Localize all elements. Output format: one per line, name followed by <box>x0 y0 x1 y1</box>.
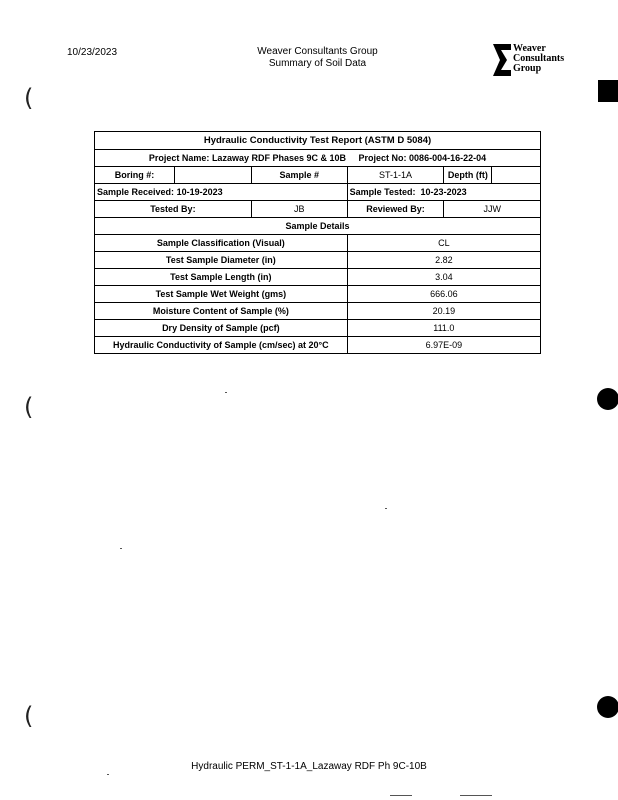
boring-value <box>174 167 251 184</box>
boring-label: Boring #: <box>95 167 175 184</box>
sample-details-heading: Sample Details <box>95 218 541 235</box>
detail-value: 20.19 <box>347 303 540 320</box>
report-date: 10/23/2023 <box>67 47 118 58</box>
binder-bracket-middle: ( <box>24 393 34 421</box>
boring-sample-row <box>95 167 541 184</box>
sample-label: Sample # <box>251 167 347 184</box>
report-title-row <box>95 132 541 150</box>
document-subtitle: Summary of Soil Data <box>268 58 367 69</box>
detail-row <box>95 320 541 337</box>
sample-value: ST-1-1A <box>347 167 444 184</box>
scan-speck <box>390 795 412 796</box>
detail-row <box>95 235 541 252</box>
detail-value: 6.97E-09 <box>347 337 540 354</box>
detail-label: Dry Density of Sample (pcf) <box>95 320 348 337</box>
personnel-row <box>95 201 541 218</box>
reviewed-by-value: JJW <box>444 201 541 218</box>
company-logo <box>493 44 588 94</box>
detail-label: Sample Classification (Visual) <box>95 235 348 252</box>
scan-speck <box>225 392 227 393</box>
detail-value: 3.04 <box>347 269 540 286</box>
binder-bracket-top: ( <box>24 84 34 112</box>
detail-label: Hydraulic Conductivity of Sample (cm/sec) at 20°C <box>95 337 348 354</box>
detail-value: CL <box>347 235 540 252</box>
footer-filename: Hydraulic PERM_ST-1-1A_Lazaway RDF Ph 9C-10B <box>191 761 427 772</box>
detail-label: Test Sample Wet Weight (gms) <box>95 286 348 303</box>
detail-row <box>95 269 541 286</box>
detail-value: 666.06 <box>347 286 540 303</box>
punch-hole-bottom <box>597 696 618 718</box>
edge-tab-mark <box>598 80 618 102</box>
project-info: Project Name: Lazaway RDF Phases 9C & 10B Project No: 0086-004-16-22-04 <box>95 150 541 167</box>
scan-speck <box>460 795 492 796</box>
detail-value: 2.82 <box>347 252 540 269</box>
logo-mark-icon <box>493 44 511 76</box>
hydraulic-conductivity-report-table <box>94 131 541 354</box>
project-name: Lazaway RDF Phases 9C & 10B <box>211 153 346 163</box>
detail-label: Moisture Content of Sample (%) <box>95 303 348 320</box>
punch-hole-middle <box>597 388 618 410</box>
project-number: 0086-004-16-22-04 <box>409 153 487 163</box>
company-name: Weaver Consultants Group <box>257 46 378 57</box>
header-titles <box>215 46 420 70</box>
received-date: 10-19-2023 <box>176 187 223 197</box>
binder-bracket-bottom: ( <box>24 702 34 730</box>
depth-label: Depth (ft) <box>444 167 492 184</box>
detail-label: Test Sample Diameter (in) <box>95 252 348 269</box>
report-title: Hydraulic Conductivity Test Report (ASTM D 5084) <box>95 132 541 150</box>
scan-speck <box>385 508 387 509</box>
sample-received: Sample Received: 10-19-2023 <box>95 184 348 201</box>
scan-speck <box>120 548 122 549</box>
logo-wordmark: Weaver Consultants Group <box>513 43 565 74</box>
details-heading-row <box>95 218 541 235</box>
scan-speck <box>107 774 109 775</box>
detail-label: Test Sample Length (in) <box>95 269 348 286</box>
tested-by-label: Tested By: <box>95 201 252 218</box>
detail-row <box>95 337 541 354</box>
detail-row <box>95 303 541 320</box>
detail-row <box>95 252 541 269</box>
project-row <box>95 150 541 167</box>
detail-row <box>95 286 541 303</box>
depth-value <box>492 167 541 184</box>
reviewed-by-label: Reviewed By: <box>347 201 444 218</box>
tested-date: 10-23-2023 <box>420 187 467 197</box>
tested-by-value: JB <box>251 201 347 218</box>
detail-value: 111.0 <box>347 320 540 337</box>
dates-row <box>95 184 541 201</box>
sample-tested: Sample Tested: 10-23-2023 <box>347 184 540 201</box>
